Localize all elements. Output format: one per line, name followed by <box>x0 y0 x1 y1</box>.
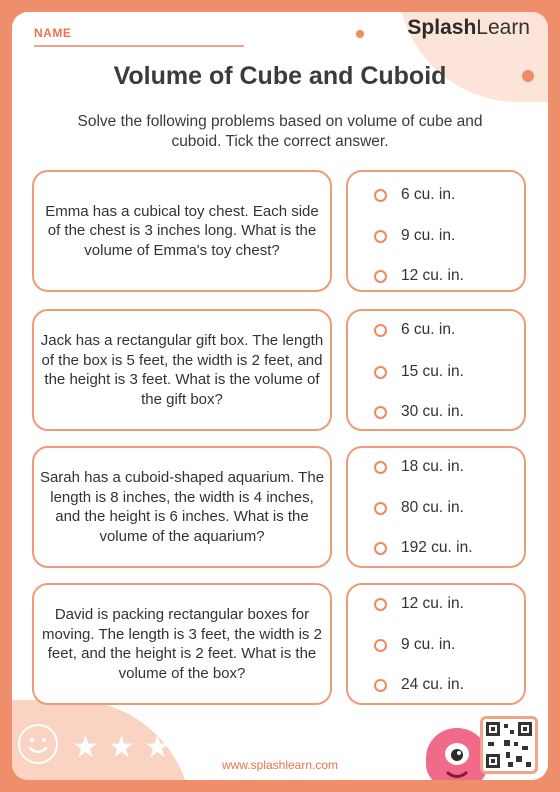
answer-option[interactable] <box>374 403 464 421</box>
radio-circle-icon[interactable] <box>374 324 387 337</box>
radio-circle-icon[interactable] <box>374 542 387 555</box>
option-label: 6 cu. in. <box>401 321 456 338</box>
name-label: NAME <box>34 26 72 40</box>
worksheet <box>12 12 548 780</box>
option-label: 30 cu. in. <box>401 403 464 420</box>
question-box <box>32 309 332 431</box>
radio-circle-icon[interactable] <box>374 598 387 611</box>
answer-box <box>346 309 526 431</box>
option-label: 6 cu. in. <box>401 186 456 203</box>
radio-circle-icon[interactable] <box>374 679 387 692</box>
radio-circle-icon[interactable] <box>374 461 387 474</box>
answer-option[interactable] <box>374 595 464 613</box>
answer-box <box>346 170 526 292</box>
splashlearn-logo <box>407 16 530 40</box>
question-text: Sarah has a cuboid-shaped aquarium. The length is 8 inches, the width is 4 inches, and the height is 6 inches. What is the volume of the aquarium? <box>39 469 325 545</box>
name-line[interactable] <box>34 45 244 47</box>
answer-option[interactable] <box>374 321 455 339</box>
page-title: Volume of Cube and Cuboid <box>113 62 447 90</box>
option-label: 15 cu. in. <box>401 363 464 380</box>
option-label: 192 cu. in. <box>401 539 473 556</box>
logo-part-2: Learn <box>476 16 530 39</box>
radio-circle-icon[interactable] <box>374 230 387 243</box>
answer-box <box>346 583 526 705</box>
answer-option[interactable] <box>374 227 455 245</box>
option-label: 9 cu. in. <box>401 227 456 244</box>
star-icon: ★ <box>144 731 171 764</box>
answer-option[interactable] <box>374 636 455 654</box>
logo-part-1: Splash <box>407 16 477 39</box>
radio-circle-icon[interactable] <box>374 366 387 379</box>
decorative-dot <box>356 30 364 38</box>
answer-option[interactable] <box>374 363 464 381</box>
radio-circle-icon[interactable] <box>374 189 387 202</box>
qr-code-icon <box>480 716 538 774</box>
monster-mascot-icon <box>426 728 488 780</box>
option-label: 9 cu. in. <box>401 636 456 653</box>
option-label: 80 cu. in. <box>401 499 464 516</box>
question-text: Emma has a cubical toy chest. Each side of the chest is 3 inches long. What is the volume of Emma's toy chest? <box>45 202 319 259</box>
instructions: Solve the following problems based on volume of cube and cuboid. Tick the correct answer. <box>77 113 483 150</box>
radio-circle-icon[interactable] <box>374 502 387 515</box>
footer-url[interactable]: www.splashlearn.com <box>221 758 339 772</box>
question-box <box>32 446 332 568</box>
answer-box <box>346 446 526 568</box>
question-text: Jack has a rectangular gift box. The length of the box is 5 feet, the width is 2 feet, and the height is 3 feet. What is the volume of the gift box? <box>40 332 324 408</box>
option-label: 24 cu. in. <box>401 676 464 693</box>
radio-circle-icon[interactable] <box>374 639 387 652</box>
option-label: 12 cu. in. <box>401 267 464 284</box>
answer-option[interactable] <box>374 186 455 204</box>
answer-option[interactable] <box>374 499 464 517</box>
answer-option[interactable] <box>374 539 473 557</box>
question-box <box>32 583 332 705</box>
radio-circle-icon[interactable] <box>374 406 387 419</box>
answer-option[interactable] <box>374 676 464 694</box>
question-text: David is packing rectangular boxes for moving. The length is 3 feet, the width is 2 feet, and the height is 2 feet. What is the volume of the box? <box>42 606 322 682</box>
option-label: 18 cu. in. <box>401 458 464 475</box>
question-box <box>32 170 332 292</box>
star-icon: ★ <box>72 731 99 764</box>
option-label: 12 cu. in. <box>401 595 464 612</box>
answer-option[interactable] <box>374 267 464 285</box>
star-icon: ★ <box>108 731 135 764</box>
radio-circle-icon[interactable] <box>374 270 387 283</box>
answer-option[interactable] <box>374 458 464 476</box>
